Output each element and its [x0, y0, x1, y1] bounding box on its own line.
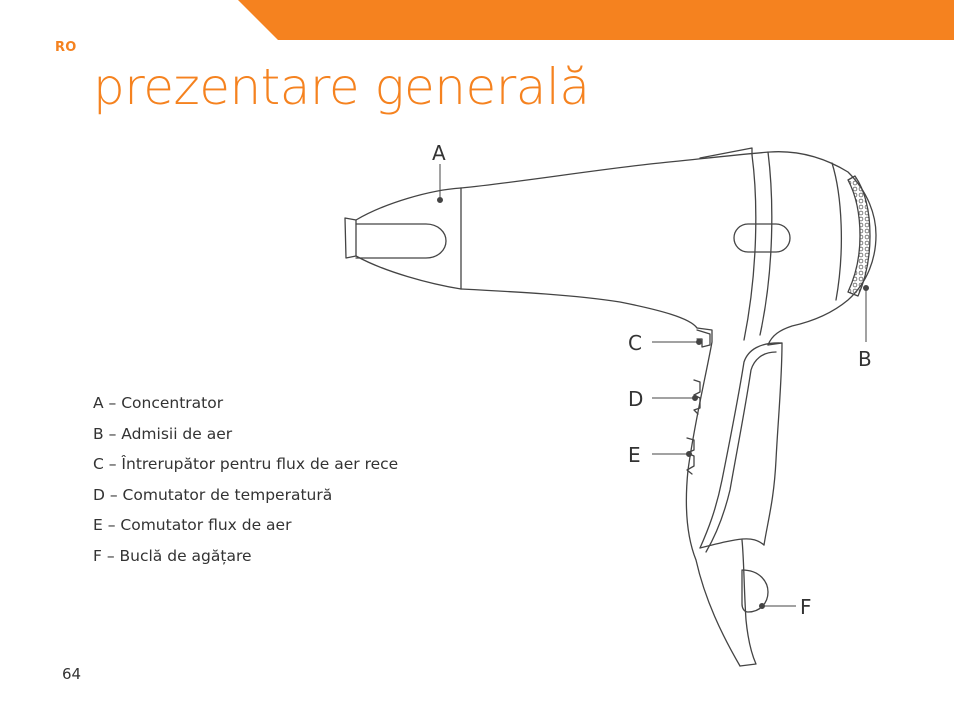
nozzle-slot — [356, 224, 446, 258]
callout-dot-f — [760, 604, 765, 609]
legend-text: – Admisii de aer — [103, 424, 233, 443]
callout-label-a: A — [432, 141, 446, 165]
legend-item — [93, 453, 398, 484]
language-tag: RO — [55, 40, 77, 55]
callout-dot-b — [864, 286, 869, 291]
callout-label-d: D — [628, 387, 644, 411]
dryer-body — [461, 152, 876, 345]
page-title: prezentare generală — [93, 58, 590, 116]
body-seam-2 — [760, 152, 772, 335]
callout-dot-a — [438, 198, 443, 203]
legend-letter: B — [93, 424, 104, 443]
legend-item — [93, 392, 398, 423]
legend-text: – Întrerupător pentru flux de aer rece — [103, 455, 399, 474]
page-number: 64 — [62, 665, 82, 683]
legend-letter: C — [93, 455, 104, 474]
legend-letter: D — [93, 485, 105, 504]
legend-text: – Concentrator — [103, 394, 224, 412]
air-intake-grille — [848, 176, 870, 296]
callout-label-b: B — [858, 347, 872, 371]
legend-text: – Comutator de temperatură — [104, 485, 333, 504]
legend-letter: F — [93, 546, 102, 565]
legend-item — [93, 514, 398, 545]
legend-letter: A — [93, 394, 104, 412]
callout-dot-d — [693, 396, 698, 401]
legend-item — [93, 484, 398, 515]
callout-label-c: C — [628, 331, 642, 355]
body-underside — [461, 289, 697, 328]
handle-front — [686, 328, 740, 666]
handle-back — [764, 343, 782, 545]
legend-item — [93, 545, 398, 576]
legend-text: – Comutator flux de aer — [102, 516, 292, 535]
concentrator-nozzle — [345, 188, 461, 289]
legend-letter: E — [93, 516, 103, 535]
callout-label-e: E — [628, 443, 641, 467]
callout-label-f: F — [800, 595, 812, 619]
legend-item — [93, 423, 398, 454]
callout-dot-c — [697, 340, 702, 345]
body-button — [734, 224, 790, 252]
body-seam-1 — [744, 155, 756, 340]
parts-legend — [93, 392, 398, 576]
body-seam-3 — [832, 163, 841, 300]
callout-dot-e — [687, 452, 692, 457]
legend-text: – Buclă de agățare — [101, 546, 252, 565]
